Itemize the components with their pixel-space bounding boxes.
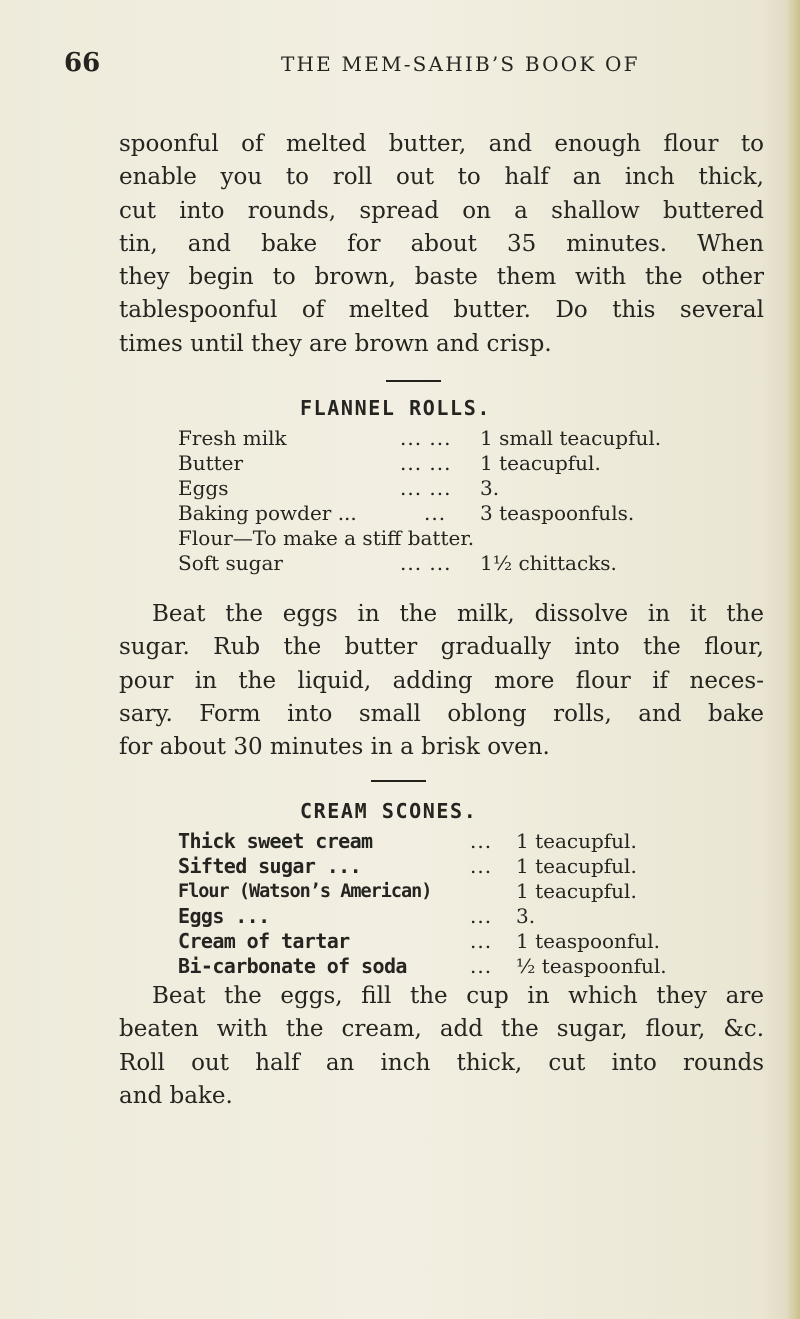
ingredient-name: Flour (Watson’s American) xyxy=(178,881,432,902)
ingredient-row xyxy=(178,829,748,854)
page-edge-shadow xyxy=(786,0,800,1319)
ingredient-row xyxy=(178,854,748,879)
ingredient-amount: 1 teacupful. xyxy=(480,451,601,475)
dot-leader: ... xyxy=(470,829,493,853)
paragraph-line: and bake. xyxy=(119,1082,233,1109)
ingredient-amount: 1 teacupful. xyxy=(516,879,637,903)
paragraph-line: Beat the eggs in the milk, dissolve in it the xyxy=(152,601,764,627)
dot-leader: ... ... xyxy=(400,426,452,450)
section-divider xyxy=(386,380,441,382)
paragraph-line: sary. Form into small oblong rolls, and bake xyxy=(119,700,764,727)
section-divider xyxy=(371,780,426,782)
ingredient-amount: 3. xyxy=(480,476,500,500)
ingredient-name: Fresh milk xyxy=(178,426,287,450)
paragraph-line: Beat the eggs, fill the cup in which they are xyxy=(152,983,764,1009)
dot-leader: ... xyxy=(470,854,493,878)
paragraph-line: Roll out half an inch thick, cut into rounds xyxy=(119,1049,764,1076)
ingredient-name: Eggs ... xyxy=(178,904,270,928)
flannel-rolls-ingredients xyxy=(178,426,748,576)
ingredient-amount: ½ teaspoonful. xyxy=(516,954,667,978)
ingredient-row xyxy=(178,476,748,501)
opening-paragraph xyxy=(119,128,764,361)
ingredient-amount: 1½ chittacks. xyxy=(480,551,617,575)
dot-leader: ... xyxy=(470,954,493,978)
cream-scones-ingredients xyxy=(178,829,748,979)
ingredient-name: Butter xyxy=(178,451,244,475)
cream-scones-method xyxy=(119,980,764,1113)
ingredient-name: Baking powder ... xyxy=(178,501,357,525)
ingredient-amount: 1 teacupful. xyxy=(516,854,637,878)
ingredient-name: Sifted sugar ... xyxy=(178,854,362,878)
ingredient-row xyxy=(178,904,748,929)
ingredient-row xyxy=(178,451,748,476)
page-number: 66 xyxy=(64,48,101,78)
paragraph-line: beaten with the cream, add the sugar, flour, &c. xyxy=(119,1016,764,1043)
paragraph-line: tablespoonful of melted butter. Do this several xyxy=(119,297,764,324)
ingredient-row xyxy=(178,501,748,526)
paragraph-line: cut into rounds, spread on a shallow buttered xyxy=(119,197,764,224)
ingredient-row-full xyxy=(178,526,748,551)
dot-leader: ... ... xyxy=(400,551,452,575)
running-title: THE MEM-SAHIB’S BOOK OF xyxy=(281,52,640,76)
ingredient-row xyxy=(178,879,748,904)
dot-leader: ... xyxy=(470,929,493,953)
ingredient-amount: 3 teaspoonfuls. xyxy=(480,501,635,525)
paragraph-line: for about 30 minutes in a brisk oven. xyxy=(119,734,550,761)
ingredient-name: Bi-carbonate of soda xyxy=(178,954,407,978)
paragraph-line: sugar. Rub the butter gradually into the flour, xyxy=(119,634,764,661)
ingredient-amount: 1 teacupful. xyxy=(516,829,637,853)
paragraph-line: spoonful of melted butter, and enough flour to xyxy=(119,131,764,157)
cream-scones-title: CREAM SCONES. xyxy=(300,799,478,823)
ingredient-amount: 3. xyxy=(516,904,536,928)
paragraph-line: pour in the liquid, adding more flour if neces- xyxy=(119,667,764,694)
flannel-rolls-method xyxy=(119,598,764,764)
ingredient-name: Cream of tartar xyxy=(178,929,350,953)
paragraph-line: times until they are brown and crisp. xyxy=(119,330,552,357)
dot-leader: ... xyxy=(424,501,447,525)
paragraph-line: they begin to brown, baste them with the other xyxy=(119,264,764,291)
page-header xyxy=(64,45,744,81)
ingredient-row xyxy=(178,929,748,954)
ingredient-name: Eggs xyxy=(178,476,229,500)
ingredient-amount: 1 small teacupful. xyxy=(480,426,662,450)
dot-leader: ... xyxy=(470,904,493,928)
ingredient-amount: 1 teaspoonful. xyxy=(516,929,660,953)
ingredient-row xyxy=(178,551,748,576)
flannel-rolls-title: FLANNEL ROLLS. xyxy=(300,396,491,420)
dot-leader: ... ... xyxy=(400,476,452,500)
dot-leader: ... ... xyxy=(400,451,452,475)
paragraph-line: tin, and bake for about 35 minutes. When xyxy=(119,230,764,257)
ingredient-row xyxy=(178,426,748,451)
ingredient-row xyxy=(178,954,748,979)
ingredient-name: Soft sugar xyxy=(178,551,283,575)
paragraph-line: enable you to roll out to half an inch thick, xyxy=(119,164,764,191)
ingredient-full-line: Flour—To make a stiff batter. xyxy=(178,526,475,550)
ingredient-name: Thick sweet cream xyxy=(178,829,373,853)
